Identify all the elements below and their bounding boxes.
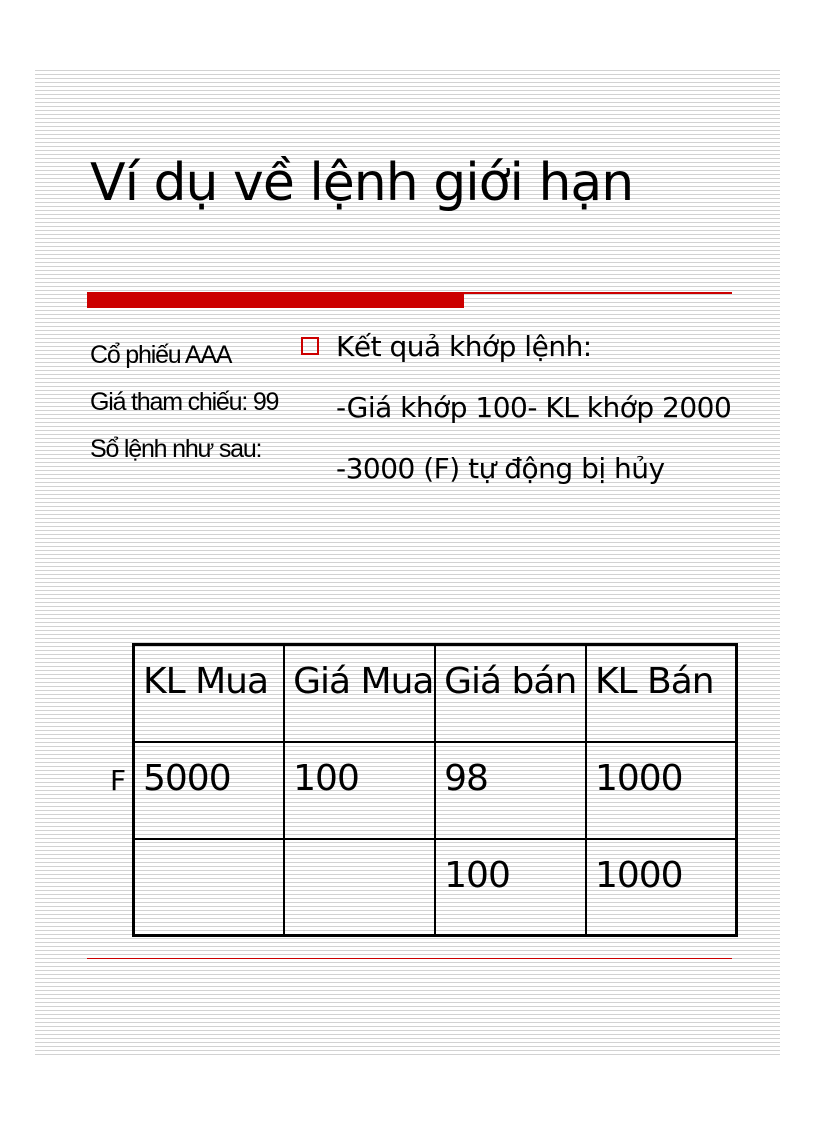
title-underline-thick [87, 292, 464, 308]
bottom-divider [87, 958, 732, 959]
match-result-line-1: -Giá khớp 100- KL khớp 2000 [336, 391, 732, 424]
header-gia-ban: Giá bán [435, 645, 586, 742]
slide-title: Ví dụ về lệnh giới hạn [90, 153, 634, 213]
order-book-table [132, 643, 738, 937]
match-result-line-2: -3000 (F) tự động bị hủy [336, 452, 665, 485]
reference-price: Giá tham chiếu: 99 [90, 388, 279, 416]
stock-name: Cổ phiếu AAA [90, 341, 232, 369]
table-cell: 1000 [586, 742, 737, 839]
table-cell: 100 [435, 839, 586, 936]
stock-info [90, 336, 278, 477]
table-header-row [134, 645, 737, 742]
table-cell: 5000 [134, 742, 285, 839]
match-result [336, 323, 731, 506]
table-cell [284, 839, 435, 936]
table-row [134, 742, 737, 839]
header-gia-mua: Giá Mua [284, 645, 435, 742]
header-kl-mua: KL Mua [134, 645, 285, 742]
match-result-heading: Kết quả khớp lệnh: [336, 330, 592, 363]
table-cell: 1000 [586, 839, 737, 936]
row-marker-f: F [110, 764, 127, 797]
header-kl-ban: KL Bán [586, 645, 737, 742]
table-cell [134, 839, 285, 936]
order-book-label: Sổ lệnh như sau: [90, 435, 262, 463]
table-cell: 98 [435, 742, 586, 839]
square-bullet-icon [301, 337, 319, 355]
table-row [134, 839, 737, 936]
title-underline-thin [464, 292, 732, 294]
table-cell: 100 [284, 742, 435, 839]
